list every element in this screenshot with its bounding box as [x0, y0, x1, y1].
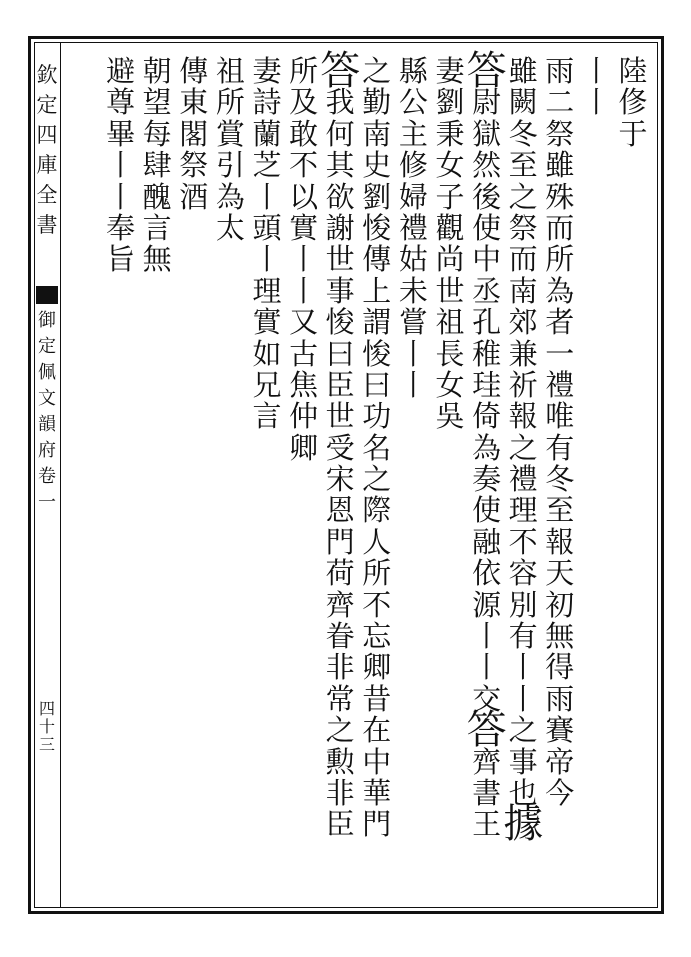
text-char: 一: [545, 336, 575, 371]
text-char: 交: [472, 681, 502, 716]
sidebar-divider: [60, 42, 61, 908]
text-char: 悛: [362, 210, 392, 245]
text-char: 尊: [106, 85, 136, 120]
subtitle-char: 卷: [38, 466, 56, 487]
text-char: 俢: [618, 85, 648, 120]
text-char: 子: [435, 179, 465, 214]
text-char: 雖: [508, 54, 538, 88]
text-char: 世: [325, 399, 355, 434]
title-char: 欽: [36, 63, 58, 87]
text-char: 醜: [142, 179, 172, 214]
text-char: 雨: [545, 54, 575, 88]
text-char: 謂: [362, 305, 392, 340]
text-char: 恩: [325, 493, 355, 528]
text-char: 謝: [325, 210, 355, 245]
text-char: 別: [508, 587, 538, 622]
text-char: 芝: [252, 148, 282, 183]
subtitle-char: 韻: [38, 414, 56, 435]
text-char: 縣: [398, 54, 428, 88]
text-char: 陸: [618, 54, 648, 88]
text-char: 至: [545, 493, 575, 528]
text-char: 至: [508, 148, 538, 183]
text-char: 容: [508, 556, 538, 591]
text-char: 際: [362, 493, 392, 528]
text-char: 太: [215, 210, 245, 245]
text-char: 所: [545, 242, 575, 277]
text-char: 丨: [252, 179, 282, 214]
text-column: [283, 56, 325, 464]
text-column: [100, 56, 142, 276]
text-char: 主: [398, 116, 428, 151]
text-char: 嘗: [398, 305, 428, 340]
text-char: 旨: [106, 242, 136, 277]
text-char: 賞: [215, 116, 245, 151]
text-char: 未: [398, 273, 428, 308]
subtitle-char: 定: [38, 336, 56, 357]
text-char: 實: [289, 210, 319, 245]
text-char: 秉: [435, 116, 465, 151]
title-char: 庫: [36, 153, 58, 177]
text-char: 所: [215, 85, 245, 120]
text-char: 悛: [362, 336, 392, 371]
text-char: 尉: [472, 85, 502, 120]
text-char: 何: [325, 116, 355, 151]
text-char: 眷: [325, 619, 355, 654]
text-char: 臣: [325, 367, 355, 402]
text-char: 常: [325, 681, 355, 716]
text-char: 望: [142, 85, 172, 120]
text-char: 祭: [545, 116, 575, 151]
text-char: 曰: [325, 336, 355, 371]
text-char: 唯: [545, 399, 575, 434]
text-char: 初: [545, 587, 575, 622]
text-char: 答: [320, 48, 361, 94]
text-char: 婦: [398, 179, 428, 214]
text-char: 兄: [252, 367, 282, 402]
text-char: 祭: [508, 210, 538, 245]
text-char: 事: [325, 273, 355, 308]
volume-title: [34, 308, 60, 516]
text-char: 祭: [179, 148, 209, 183]
text-char: 不: [508, 524, 538, 559]
text-char: 無: [545, 619, 575, 654]
text-char: 得: [545, 650, 575, 685]
text-char: 我: [325, 85, 355, 120]
text-char: 報: [545, 524, 575, 559]
text-char: 之: [362, 54, 392, 88]
text-char: 兼: [508, 336, 538, 371]
text-char: 劉: [435, 85, 465, 120]
subtitle-char: 御: [38, 310, 56, 331]
text-char: 不: [289, 148, 319, 183]
text-char: 使: [472, 493, 502, 528]
text-char: 南: [362, 116, 392, 151]
text-char: 門: [325, 524, 355, 559]
text-char: 公: [398, 85, 428, 120]
text-char: 非: [325, 650, 355, 685]
text-column: [356, 56, 398, 841]
text-char: 勲: [325, 744, 355, 779]
text-char: 雨: [545, 681, 575, 716]
text-column: [136, 56, 178, 276]
text-char: 殊: [545, 179, 575, 214]
text-char: 源: [472, 587, 502, 622]
text-char: 丨: [508, 650, 538, 685]
text-column: [392, 56, 434, 401]
text-char: 而: [508, 242, 538, 277]
text-char: 及: [289, 85, 319, 120]
text-char: 祈: [508, 367, 538, 402]
text-char: 蘭: [252, 116, 282, 151]
text-char: 孔: [472, 305, 502, 340]
page-number-char: 十: [38, 717, 55, 736]
text-char: 禮: [508, 462, 538, 497]
text-char: 事: [508, 744, 538, 779]
text-char: 雖: [545, 148, 575, 183]
text-char: 古: [289, 336, 319, 371]
text-char: 女: [435, 148, 465, 183]
text-char: 宋: [325, 462, 355, 497]
text-char: 又: [289, 305, 319, 340]
text-char: 天: [545, 556, 575, 591]
page-number-char: 四: [38, 699, 55, 718]
text-char: 中: [362, 744, 392, 779]
title-char: 書: [36, 213, 58, 237]
text-char: 仲: [289, 399, 319, 434]
text-char: 昔: [362, 681, 392, 716]
text-char: 之: [508, 179, 538, 214]
text-char: 引: [215, 148, 245, 183]
text-char: 其: [325, 148, 355, 183]
text-char: 使: [472, 210, 502, 245]
text-char: 之: [508, 713, 538, 748]
text-char: 朝: [142, 54, 172, 88]
text-char: 者: [545, 305, 575, 340]
text-char: 荷: [325, 556, 355, 591]
text-char: 避: [106, 54, 136, 88]
text-column: [209, 56, 251, 244]
text-char: 華: [362, 775, 392, 810]
text-char: 史: [362, 148, 392, 183]
text-char: 珪: [472, 367, 502, 402]
text-column: [575, 56, 617, 119]
text-column: [319, 48, 361, 842]
text-char: 獄: [472, 116, 502, 151]
page-number-char: 三: [38, 735, 55, 754]
text-column: [466, 48, 508, 842]
text-char: 勤: [362, 85, 392, 120]
text-char: 忘: [362, 619, 392, 654]
text-char: 報: [508, 399, 538, 434]
text-char: 曰: [362, 367, 392, 402]
text-char: 齊: [472, 744, 502, 779]
text-char: 頭: [252, 210, 282, 245]
text-char: 答: [466, 707, 507, 754]
text-column: [429, 56, 471, 433]
text-char: 畢: [106, 116, 136, 151]
text-char: 女: [435, 367, 465, 402]
text-char: 觀: [435, 210, 465, 245]
text-char: 東: [179, 85, 209, 120]
text-char: 書: [472, 775, 502, 810]
text-char: 丨: [106, 148, 136, 183]
text-char: 丨: [106, 179, 136, 214]
text-char: 尚: [435, 242, 465, 277]
text-char: 傳: [362, 242, 392, 277]
text-column: [539, 56, 581, 809]
title-char: 全: [36, 183, 58, 207]
text-char: 而: [545, 210, 575, 245]
text-char: 王: [472, 807, 502, 842]
text-char: 酒: [179, 179, 209, 214]
text-char: 所: [289, 54, 319, 88]
subtitle-char: 一: [38, 492, 56, 513]
text-char: 丨: [508, 681, 538, 716]
text-char: 詩: [252, 85, 282, 120]
text-char: 如: [252, 336, 282, 371]
text-char: 名: [362, 430, 392, 465]
text-char: 丨: [289, 273, 319, 308]
text-char: 據: [503, 801, 544, 848]
text-column: [173, 56, 215, 213]
text-char: 為: [545, 273, 575, 308]
text-char: 受: [325, 430, 355, 465]
text-char: 肆: [142, 148, 172, 183]
text-char: 實: [252, 305, 282, 340]
text-char: 今: [545, 775, 575, 810]
text-char: 理: [508, 493, 538, 528]
text-char: 然: [472, 148, 502, 183]
text-char: 奉: [106, 210, 136, 245]
text-char: 之: [508, 430, 538, 465]
text-char: 丨: [581, 54, 611, 88]
text-char: 冬: [508, 116, 538, 151]
text-char: 修: [398, 148, 428, 183]
text-char: 二: [545, 85, 575, 120]
text-char: 世: [435, 273, 465, 308]
text-char: 禮: [545, 367, 575, 402]
text-char: 無: [142, 242, 172, 277]
text-char: 之: [325, 713, 355, 748]
text-column: [612, 56, 654, 150]
text-char: 臣: [325, 807, 355, 842]
text-char: 帝: [545, 744, 575, 779]
text-char: 妻: [252, 54, 282, 88]
text-char: 不: [362, 587, 392, 622]
text-char: 所: [362, 556, 392, 591]
text-char: 依: [472, 556, 502, 591]
text-char: 丨: [252, 242, 282, 277]
text-char: 稚: [472, 336, 502, 371]
text-char: 功: [362, 399, 392, 434]
text-char: 祖: [435, 305, 465, 340]
text-char: 非: [325, 775, 355, 810]
title-char: 四: [36, 123, 58, 147]
text-char: 理: [252, 273, 282, 308]
text-char: 中: [472, 242, 502, 277]
text-char: 敢: [289, 116, 319, 151]
text-char: 悛: [325, 305, 355, 340]
text-char: 言: [252, 399, 282, 434]
text-char: 為: [215, 179, 245, 214]
text-char: 人: [362, 524, 392, 559]
text-char: 卿: [362, 650, 392, 685]
title-char: 定: [36, 93, 58, 117]
text-char: 丞: [472, 273, 502, 308]
text-char: 丨: [398, 367, 428, 402]
text-char: 焦: [289, 367, 319, 402]
text-char: 在: [362, 713, 392, 748]
text-char: 冬: [545, 462, 575, 497]
text-char: 賽: [545, 713, 575, 748]
text-char: 世: [325, 242, 355, 277]
text-char: 有: [508, 619, 538, 654]
text-char: 以: [289, 179, 319, 214]
text-char: 妻: [435, 54, 465, 88]
text-char: 奏: [472, 462, 502, 497]
text-char: 長: [435, 336, 465, 371]
subtitle-char: 府: [38, 440, 56, 461]
text-char: 傳: [179, 54, 209, 88]
text-char: 後: [472, 179, 502, 214]
subtitle-char: 文: [38, 388, 56, 409]
text-char: 吳: [435, 399, 465, 434]
text-char: 劉: [362, 179, 392, 214]
text-char: 言: [142, 210, 172, 245]
text-char: 南: [508, 273, 538, 308]
text-char: 丨: [472, 650, 502, 685]
text-column: [246, 56, 288, 433]
text-char: 闕: [508, 85, 538, 120]
text-char: 融: [472, 524, 502, 559]
text-char: 之: [362, 462, 392, 497]
book-title: [34, 60, 60, 240]
subtitle-char: 佩: [38, 362, 56, 383]
text-char: 丨: [581, 85, 611, 120]
text-char: 郊: [508, 305, 538, 340]
text-char: 丨: [289, 242, 319, 277]
text-char: 每: [142, 116, 172, 151]
text-char: 丨: [398, 336, 428, 371]
text-char: 倚: [472, 399, 502, 434]
text-char: 祖: [215, 54, 245, 88]
text-char: 欲: [325, 179, 355, 214]
text-column: [502, 54, 544, 848]
text-char: 禮: [398, 210, 428, 245]
text-char: 門: [362, 807, 392, 842]
page-number: [34, 700, 60, 754]
text-char: 也: [508, 775, 538, 810]
text-char: 丨: [472, 619, 502, 654]
text-char: 答: [466, 48, 507, 94]
text-char: 齊: [325, 587, 355, 622]
text-char: 為: [472, 430, 502, 465]
text-char: 姑: [398, 242, 428, 277]
text-char: 有: [545, 430, 575, 465]
text-char: 上: [362, 273, 392, 308]
text-char: 卿: [289, 430, 319, 465]
text-char: 于: [618, 116, 648, 151]
text-char: 閣: [179, 116, 209, 151]
fishtail-mark: [36, 286, 58, 304]
